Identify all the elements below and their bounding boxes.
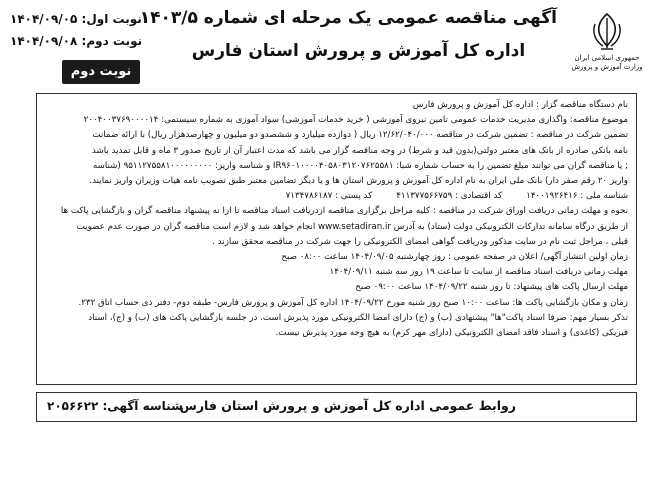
economic-code: کد اقتصادی : ۴۱۱۳۷۷۵۶۶۷۵۹ [396, 191, 503, 202]
emblem-line1: جمهوری اسلامی ایران [574, 54, 640, 62]
public-relations-title: روابط عمومی اداره کل آموزش و پرورش استان فارس [179, 398, 516, 413]
notice-body [36, 93, 637, 385]
body-line: ; یا مناقصه گران می توانند مبلغ تضمین را به حساب شماره شبا: IR۹۶۰۱۰۰۰۰۴۰۵۸۰۳۱۲۰۷۶۲۵۵۸۱ و شناسه واریز: ۹۵۱۱۲۷۵۵۸۱۰۰۰۰۰۰۰۰۰ (شناسه [92, 160, 628, 171]
notice-footer [36, 392, 637, 422]
notice-header [10, 6, 653, 90]
postal-code: کد پستی : ۷۱۳۴۷۸۶۱۸۷ [285, 191, 373, 202]
body-line: قبلی ، مراحل ثبت نام در سایت مذکور ودریافت گواهی امضای الکترونیکی را جهت شرکت در مناقصه محقق سازند . [212, 236, 628, 247]
emblem [561, 6, 653, 90]
body-line: واریز ۲۰ رقم صفر دار) بانک ملی ایران به نام اداره کل آموزش و پرورش استان ها و یا دیگر تضامین معتبر طبق تصویب نامه هیات وزیران واریز نمایند. [89, 176, 628, 187]
body-line: مهلت ارسال پاکت های پیشنهاد: تا روز شنبه ۱۴۰۴/۰۹/۲۲ ساعت ۰۹:۰۰ صبح [355, 282, 628, 293]
organization-title: اداره کل آموزش و پرورش استان فارس [191, 41, 526, 61]
second-round-badge: نوبت دوم [62, 60, 140, 84]
second-publication-date: نوبت دوم: ۱۴۰۴/۰۹/۰۸ [10, 34, 143, 48]
body-line: مهلت زمانی دریافت اسناد مناقصه از سایت تا ساعت ۱۹ روز سه شنبه ۱۴۰۴/۰۹/۱۱ [329, 267, 628, 278]
notice-id: شناسه آگهی: ۲۰۵۶۶۲۲ [47, 399, 183, 413]
body-line: فیزیکی (کاغذی) و اسناد فاقد امضای الکترونیکی (دارای مهر کرم) به هیچ وجه مورد پذیرش نیست. [275, 328, 628, 339]
body-line: نحوه و مهلت زمانی دریافت اوراق شرکت در مناقصه : کلیه مراحل برگزاری مناقصه ازدریافت اسناد مناقصه تا ارا نه پیشنهاد مناقصه گران و بازگشایی پاکت ها [60, 206, 628, 217]
title-block [139, 6, 557, 64]
body-line: از طریق درگاه سامانه تدارکات الکترونیکی دولت (ستاد) به آدرس www.setadiran.ir انجام خواهد شد و لازم است مناقصه گران در صورت عدم عضویت [76, 221, 628, 232]
iran-emblem-icon [587, 10, 627, 54]
body-line: تذکر بسیار مهم: صرفا اسناد پاکت"ها" پیشنهادی (ب) و (ج) دارای امضا الکترونیکی مورد پذیرش است. در جلسه بازگشایی پاکت های (ب) و (ج)، اسناد [88, 312, 628, 323]
body-line: نام دستگاه مناقصه گزار : اداره کل آموزش و پرورش فارس [412, 100, 628, 110]
publication-dates [10, 8, 160, 52]
body-line: زمان و مکان بازگشایی پاکت ها: ساعت ۱۰:۰۰ صبح روز شنبه مورخ ۱۴۰۴/۰۹/۲۲ اداره کل آموزش و پرورش فارس- طبقه دوم- دفتر ذی حساب اتاق ۲۳۲. [78, 297, 628, 308]
body-line: تضمین شرکت در مناقصه : تضمین شرکت در مناقصه ۱۲/۶۲/۰۴۰/۰۰۰ ریال ( دوازده میلیارد و ششصدو دو میلیون و چهارصدهزار ریال) با ارائه ضمانت [92, 130, 628, 141]
body-line: موضوع مناقصه: واگذاری مدیریت خدمات عمومی تامین نیروی آموزشی ( خرید خدمات آموزشی) سواد آموزی به شماره سیستمی: ۲۰۰۴۰۰۳۷۶۹۰۰۰۰۱۴ [83, 115, 628, 126]
body-line: نامه بانکی صادره از بانک های معتبر دولتی(بدون قید و شرط) در وجه مناقصه گزار می باشد که مدت اعتبار آن از تاریخ صدور ۳ ماه و قابل تمدید باشد [91, 145, 628, 156]
first-publication-date: نوبت اول: ۱۴۰۴/۰۹/۰۵ [10, 12, 142, 26]
body-line: زمان اولین انتشار آگهی/ اعلان در صفحه عمومی : روز چهارشنبه ۱۴۰۴/۰۹/۰۵ ساعت ۰۸:۰۰ صبح [281, 252, 628, 263]
notice-title: آگهی مناقصه عمومی یک مرحله ای شماره ۱۴۰۳/۵ [139, 8, 557, 28]
emblem-line2: وزارت آموزش و پرورش [571, 63, 643, 71]
national-id: شناسه ملی : ۱۴۰۰۱۹۲۶۴۱۶ [526, 191, 628, 202]
identifiers-row [45, 189, 628, 204]
